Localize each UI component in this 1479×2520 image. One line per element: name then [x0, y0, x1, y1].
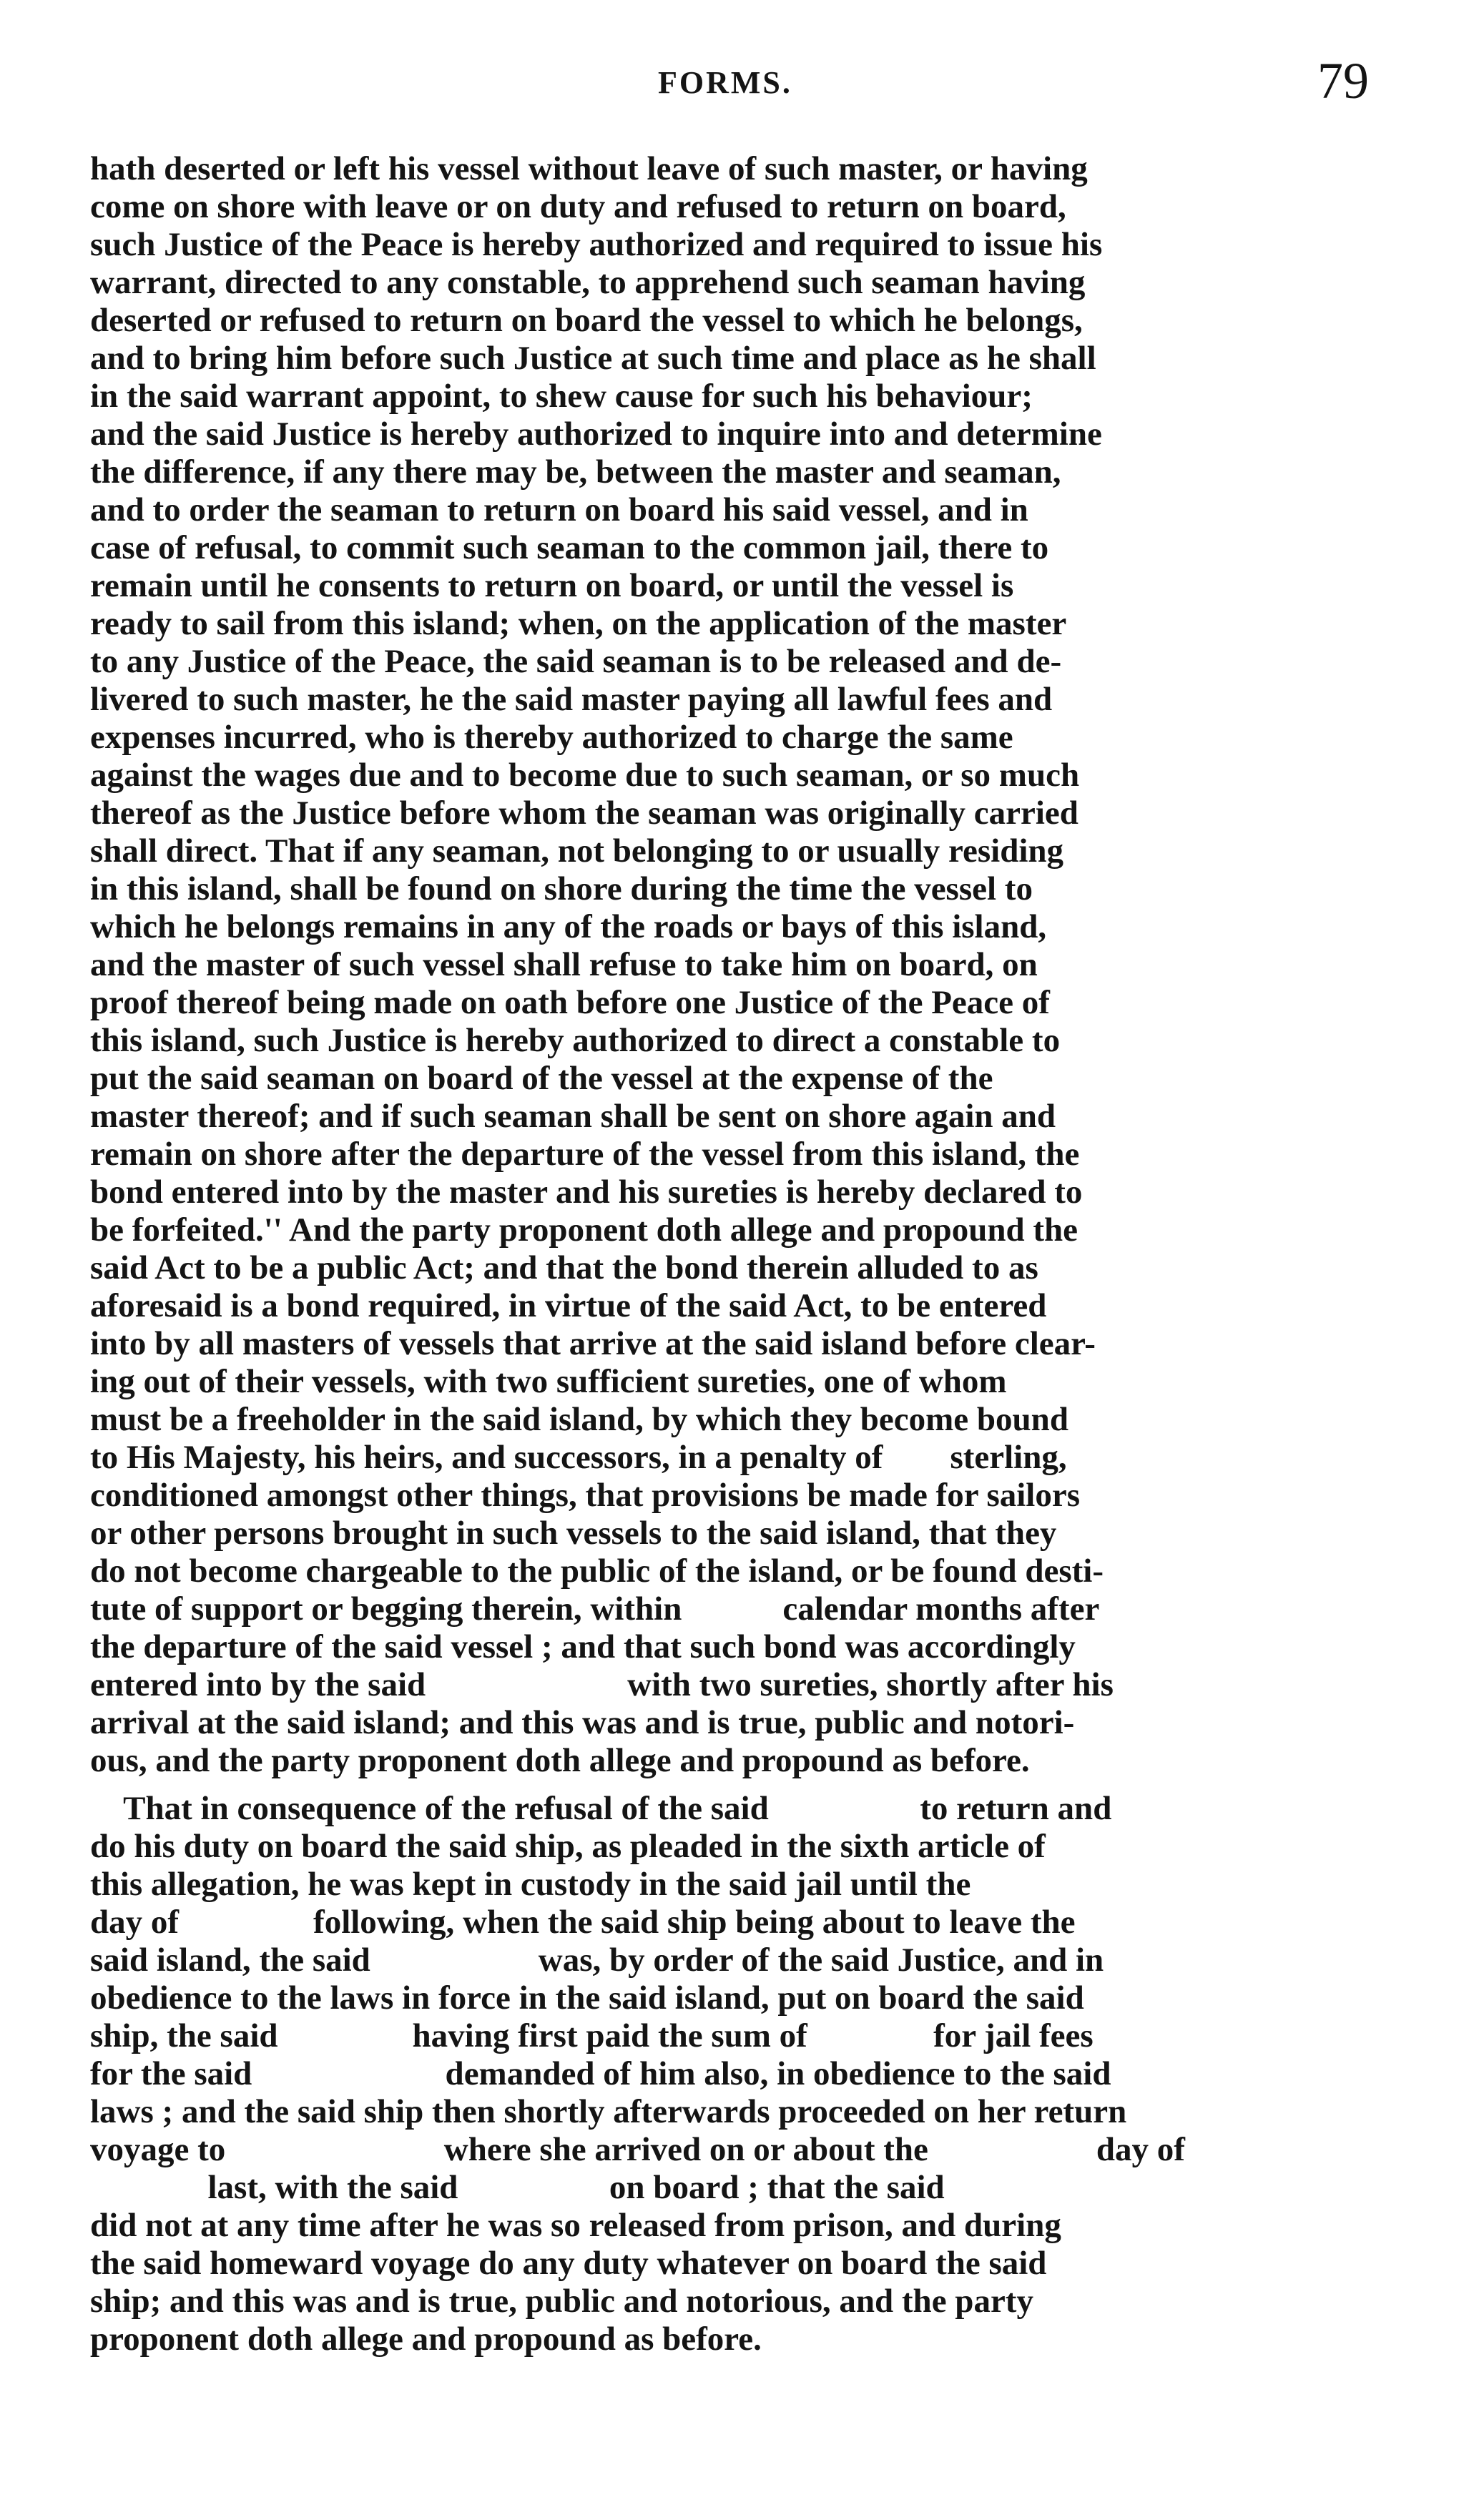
text-line: tute of support or begging therein, within calendar months after	[90, 1590, 1100, 1628]
page-number: 79	[1317, 52, 1369, 109]
text-line: remain on shore after the departure of the vessel from this island, the	[90, 1136, 1080, 1173]
text-line: ous, and the party proponent doth allege and propound as before.	[90, 1742, 1030, 1779]
text-line: conditioned amongst other things, that provisions be made for sailors	[90, 1477, 1081, 1514]
text-line: do not become chargeable to the public of the island, or be found desti-	[90, 1552, 1104, 1590]
text-line: the said homeward voyage do any duty whatever on board the said	[90, 2245, 1047, 2282]
text-line: for the said demanded of him also, in obedience to the said	[90, 2055, 1111, 2092]
text-line: come on shore with leave or on duty and refused to return on board,	[90, 188, 1066, 225]
text-line: to any Justice of the Peace, the said seaman is to be released and de-	[90, 643, 1062, 680]
text-line: remain until he consents to return on board, or until the vessel is	[90, 567, 1014, 604]
text-line: proof thereof being made on oath before one Justice of the Peace of	[90, 984, 1050, 1021]
text-line: and the master of such vessel shall refuse to take him on board, on	[90, 946, 1038, 983]
text-line: or other persons brought in such vessels to the said island, that they	[90, 1515, 1057, 1552]
text-line: in the said warrant appoint, to shew cause for such his behaviour;	[90, 378, 1033, 415]
text-line: be forfeited.'' And the party proponent doth allege and propound the	[90, 1211, 1078, 1249]
text-line: laws ; and the said ship then shortly afterwards proceeded on her return	[90, 2093, 1127, 2130]
text-line: master thereof; and if such seaman shall be sent on shore again and	[90, 1098, 1056, 1135]
text-line: warrant, directed to any constable, to apprehend such seaman having	[90, 264, 1086, 301]
text-line: do his duty on board the said ship, as pleaded in the sixth article of	[90, 1828, 1046, 1865]
text-line: voyage to where she arrived on or about the day of	[90, 2131, 1185, 2168]
text-line: must be a freeholder in the said island, by which they become bound	[90, 1401, 1068, 1438]
text-line: ship, the said having first paid the sum of for jail fees	[90, 2017, 1094, 2054]
text-line: into by all masters of vessels that arrive at the said island before clear-	[90, 1325, 1096, 1362]
text-line: day of following, when the said ship being about to leave the	[90, 1904, 1076, 1941]
text-line: did not at any time after he was so released from prison, and during	[90, 2207, 1061, 2244]
text-line: entered into by the said with two sureties, shortly after his	[90, 1666, 1114, 1703]
running-head	[0, 51, 1479, 123]
text-line: shall direct. That if any seaman, not belonging to or usually residing	[90, 832, 1064, 870]
text-line: case of refusal, to commit such seaman to the common jail, there to	[90, 529, 1049, 566]
text-line: arrival at the said island; and this was and is true, public and notori-	[90, 1704, 1075, 1741]
text-line: ing out of their vessels, with two sufficient sureties, one of whom	[90, 1363, 1007, 1400]
text-line: aforesaid is a bond required, in virtue of the said Act, to be entered	[90, 1287, 1047, 1324]
text-line: and to bring him before such Justice at such time and place as he shall	[90, 340, 1096, 377]
text-line: against the wages due and to become due to such seaman, or so much	[90, 757, 1080, 794]
text-line: That in consequence of the refusal of the said to return and	[90, 1790, 1112, 1827]
text-line: hath deserted or left his vessel without leave of such master, or having	[90, 150, 1088, 187]
page-title: FORMS.	[658, 65, 792, 100]
text-line: livered to such master, he the said master paying all lawful fees and	[90, 681, 1053, 718]
text-line: expenses incurred, who is thereby authorized to charge the same	[90, 719, 1013, 756]
text-line: said island, the said was, by order of the said Justice, and in	[90, 1941, 1104, 1979]
text-line: the departure of the said vessel ; and that such bond was accordingly	[90, 1628, 1076, 1665]
text-line: thereof as the Justice before whom the seaman was originally carried	[90, 794, 1078, 832]
paragraph	[90, 1790, 1413, 2358]
text-line: obedience to the laws in force in the said island, put on board the said	[90, 1979, 1084, 2017]
text-line: which he belongs remains in any of the roads or bays of this island,	[90, 908, 1047, 945]
text-line: the difference, if any there may be, between the master and seaman,	[90, 453, 1061, 491]
text-line: to His Majesty, his heirs, and successors, in a penalty of sterling,	[90, 1439, 1067, 1476]
text-line: put the said seaman on board of the vessel at the expense of the	[90, 1060, 993, 1097]
text-line: and the said Justice is hereby authorized to inquire into and determine	[90, 415, 1102, 453]
text-line: said Act to be a public Act; and that the bond therein alluded to as	[90, 1249, 1038, 1286]
text-line: such Justice of the Peace is hereby authorized and required to issue his	[90, 226, 1103, 263]
text-line: this allegation, he was kept in custody in the said jail until the	[90, 1866, 971, 1903]
text-line: ship; and this was and is true, public and notorious, and the party	[90, 2283, 1033, 2320]
paragraph	[90, 150, 1413, 1780]
text-line: bond entered into by the master and his sureties is hereby declared to	[90, 1173, 1083, 1211]
text-line: deserted or refused to return on board the vessel to which he belongs,	[90, 302, 1083, 339]
text-line: and to order the seaman to return on board his said vessel, and in	[90, 491, 1028, 528]
text-line: in this island, shall be found on shore during the time the vessel to	[90, 870, 1033, 907]
paragraph-gap	[90, 1780, 1413, 1790]
text-line: ready to sail from this island; when, on the application of the master	[90, 605, 1067, 642]
text-line: last, with the said on board ; that the said	[90, 2169, 945, 2206]
text-line: proponent doth allege and propound as before.	[90, 2320, 762, 2358]
body-text	[90, 150, 1413, 2358]
text-line: this island, such Justice is hereby authorized to direct a constable to	[90, 1022, 1061, 1059]
